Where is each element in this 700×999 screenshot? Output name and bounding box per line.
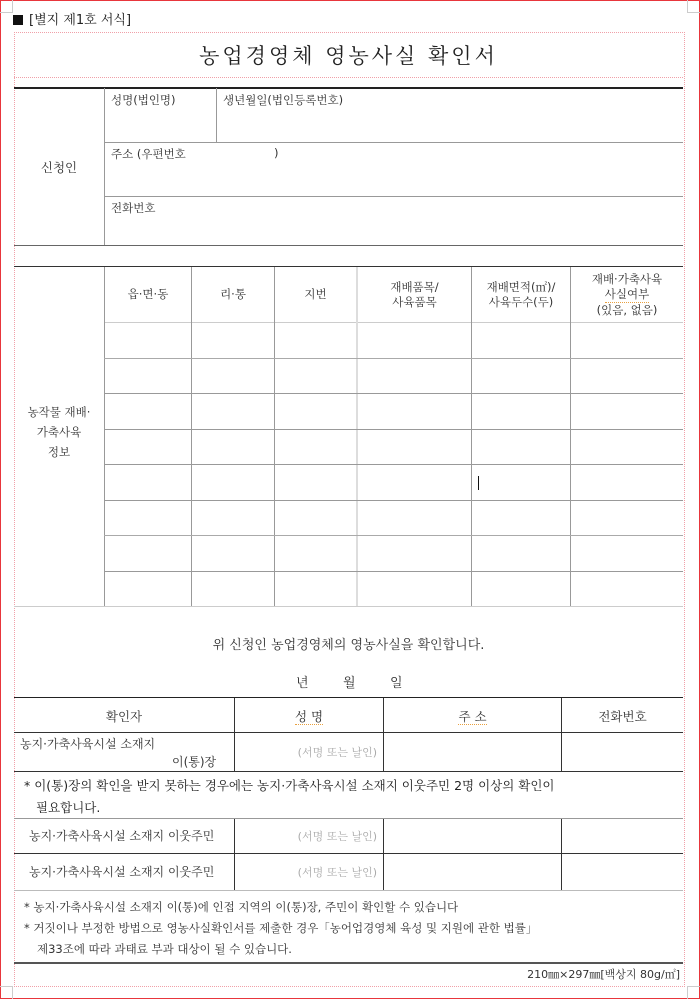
signature-placeholder: (서명 또는 날인) <box>297 866 377 879</box>
confirmation-statement: 위 신청인 농업경영체의 영농사실을 확인합니다. <box>212 638 485 653</box>
column-header-text: 재배면적(㎡)/ <box>486 279 556 294</box>
neighbor-1-address-field[interactable] <box>384 819 561 853</box>
crop-section-label-line: 정보 <box>47 445 71 459</box>
table-row[interactable] <box>105 430 683 464</box>
header-address-text: 주 소 <box>458 709 487 724</box>
table-row[interactable] <box>105 572 683 606</box>
village-head-label-line2: 이(통)장 <box>172 755 217 769</box>
applicant-name-label: 성명(법인명) <box>111 93 176 107</box>
form-label-text: [별지 제1호 서식] <box>29 13 132 28</box>
applicant-birth-label: 생년월일(법인등록번호) <box>223 93 344 107</box>
column-header-lot-number <box>275 267 356 322</box>
neighbor-1-phone-field[interactable] <box>562 819 683 853</box>
village-head-signature-field[interactable] <box>235 733 383 771</box>
corner-mark <box>0 986 13 999</box>
applicant-phone-label: 전화번호 <box>111 201 156 215</box>
page-title: 농업경영체 영농사실 확인서 <box>199 43 498 68</box>
column-header-ri-tong <box>192 267 274 322</box>
column-header-text: 리·통 <box>220 287 246 301</box>
column-header-text: (있음, 없음) <box>596 302 658 317</box>
column-header-text: 읍·면·동 <box>127 287 169 301</box>
corner-mark <box>0 0 13 13</box>
divider <box>14 697 683 698</box>
corner-mark <box>687 0 700 13</box>
applicant-address-field[interactable] <box>105 143 683 195</box>
column-header-text: 사육두수(두) <box>488 294 554 309</box>
column-header-crop-item <box>358 267 471 322</box>
applicant-name-field[interactable] <box>105 89 215 141</box>
column-header-text: 재배품목/ <box>390 279 439 294</box>
signature-placeholder: (서명 또는 날인) <box>297 830 377 843</box>
applicant-address-label: 주소 (우편번호 <box>111 147 186 161</box>
column-header-text: 재배·가축사육 <box>591 271 663 286</box>
applicant-birth-field[interactable] <box>217 89 683 141</box>
column-header-text: 지번 <box>304 287 327 301</box>
header-address <box>384 707 561 725</box>
divider <box>14 606 683 607</box>
header-verifier: 확인자 <box>105 709 143 724</box>
header-name <box>235 707 383 725</box>
footnote-3: 제33조에 따라 과태료 부과 대상이 될 수 있습니다. <box>37 942 292 956</box>
village-head-phone-field[interactable] <box>562 733 683 771</box>
neighbor-label: 농지·가축사육시설 소재지 이웃주민 <box>29 829 215 843</box>
corner-mark <box>687 986 700 999</box>
date-month-label: 월 <box>343 676 356 691</box>
crop-section-label <box>14 402 104 462</box>
date-day-label: 일 <box>390 676 403 691</box>
village-head-address-field[interactable] <box>384 733 561 771</box>
neighbor-2-address-field[interactable] <box>384 854 561 890</box>
footnote-1: * 농지·가축사육시설 소재지 이(통)에 인접 지역의 이(통)장, 주민이 확인할 수 있습니다 <box>24 900 459 914</box>
crop-section-label-line: 가축사육 <box>36 425 82 439</box>
table-row[interactable] <box>105 536 683 571</box>
column-header-text: 사육품목 <box>392 294 437 309</box>
divider <box>14 245 683 246</box>
text-cursor <box>478 476 479 490</box>
neighbor-2-phone-field[interactable] <box>562 854 683 890</box>
applicant-phone-field[interactable] <box>105 197 683 244</box>
date-year-label: 년 <box>296 676 309 691</box>
table-row[interactable] <box>105 465 683 500</box>
footnote-2: * 거짓이나 부정한 방법으로 영농사실확인서를 제출한 경우「농어업경영체 육성 및 지원에 관한 법률」 <box>24 921 538 935</box>
village-head-label-line1: 농지·가축사육시설 소재지 <box>20 737 156 751</box>
title-box <box>14 32 683 78</box>
table-row[interactable] <box>105 394 683 429</box>
column-header-eup-myeon-dong <box>105 267 191 322</box>
applicant-section-label: 신청인 <box>40 160 78 175</box>
crop-section-label-line: 농작물 재배· <box>27 405 91 419</box>
notice-line1: * 이(통)장의 확인을 받지 못하는 경우에는 농지·가축사육시설 소재지 이웃주민 2명 이상의 확인이 <box>24 778 555 793</box>
divider <box>14 962 683 964</box>
column-header-fact-status <box>571 267 683 322</box>
notice-line2: 필요합니다. <box>36 800 101 815</box>
table-row[interactable] <box>105 323 683 358</box>
paper-spec: 210㎜×297㎜[백상지 80g/㎡] <box>527 968 680 981</box>
column-header-text: 사실여부 <box>604 286 650 301</box>
divider <box>14 890 683 891</box>
table-row[interactable] <box>105 359 683 393</box>
neighbor-1-signature-field[interactable] <box>235 819 383 853</box>
column-header-area-head-count <box>472 267 570 322</box>
neighbor-2-signature-field[interactable] <box>235 854 383 890</box>
neighbor-label: 농지·가축사육시설 소재지 이웃주민 <box>29 865 215 879</box>
black-square-icon <box>13 15 23 25</box>
header-name-text: 성 명 <box>294 709 324 724</box>
form-label <box>13 9 131 28</box>
table-row[interactable] <box>105 501 683 535</box>
signature-placeholder: (서명 또는 날인) <box>297 746 377 759</box>
header-phone: 전화번호 <box>598 709 647 724</box>
divider <box>14 771 683 772</box>
postal-close-paren: ) <box>274 146 279 160</box>
